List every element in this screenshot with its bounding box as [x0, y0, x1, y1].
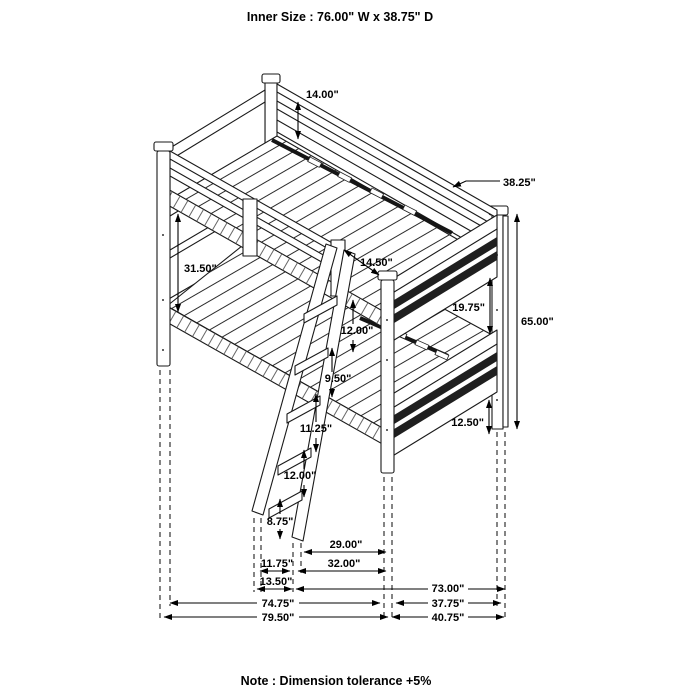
front-left-post [154, 142, 173, 366]
dim-label-19-75: 19.75" [452, 302, 485, 314]
tolerance-note: Note : Dimension tolerance +5% [240, 674, 432, 688]
dim-label-14-00: 14.00" [306, 89, 339, 101]
front-right-post [378, 271, 397, 473]
inner-size-title: Inner Size : 76.00" W x 38.75" D [246, 10, 434, 24]
dim-label-12-00-lower: 12.00" [283, 470, 317, 482]
dim-label-12-00-upper: 12.00" [340, 325, 374, 337]
dim-label-74-75: 74.75" [261, 598, 295, 610]
dim-label-31-50: 31.50" [184, 263, 217, 275]
dim-label-65-00: 65.00" [521, 316, 554, 328]
dim-label-29-00: 29.00" [329, 539, 363, 551]
dim-label-12-50: 12.50" [451, 417, 484, 429]
dim-label-14-50: 14.50" [360, 257, 393, 269]
dim-label-11-75: 11.75" [260, 558, 294, 570]
dim-label-73-00: 73.00" [431, 583, 465, 595]
guard-rail-support [243, 199, 257, 256]
dim-label-13-50: 13.50" [259, 576, 293, 588]
dim-label-9-50: 9.50" [324, 373, 352, 385]
dim-label-8-75: 8.75" [266, 516, 294, 528]
dim-label-32-00: 32.00" [327, 558, 361, 570]
dim-label-37-75: 37.75" [431, 598, 465, 610]
dim-label-40-75: 40.75" [431, 612, 465, 624]
dim-label-11-25: 11.25" [299, 423, 333, 435]
dim-label-79-50: 79.50" [261, 612, 295, 624]
dim-label-38-25: 38.25" [503, 177, 536, 189]
